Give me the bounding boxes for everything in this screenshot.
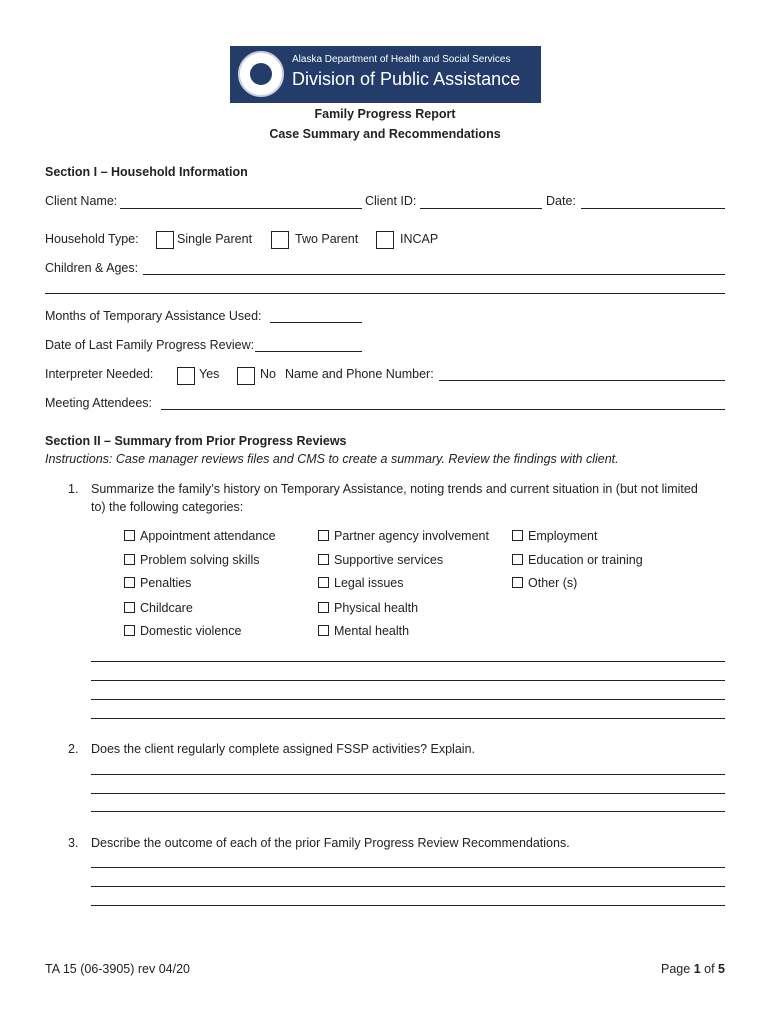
category-mental-health[interactable]: Mental health — [318, 624, 409, 638]
children-ages-field-line2[interactable] — [45, 293, 725, 294]
category-problem-solving[interactable]: Problem solving skills — [124, 553, 259, 567]
logo-division-text: Division of Public Assistance — [292, 69, 521, 89]
category-childcare[interactable]: Childcare — [124, 601, 193, 615]
category-appointment-attendance[interactable]: Appointment attendance — [124, 529, 276, 543]
date-label: Date: — [546, 194, 576, 208]
state-seal-icon — [238, 51, 284, 97]
category-domestic-violence[interactable]: Domestic violence — [124, 624, 241, 638]
category-penalties[interactable]: Penalties — [124, 576, 191, 590]
q1-text-line1: Summarize the family’s history on Temporary Assistance, noting trends and current situation in (but not limited — [91, 482, 698, 496]
q3-answer-line[interactable] — [91, 886, 725, 887]
last-review-date-label: Date of Last Family Progress Review: — [45, 338, 255, 352]
two-parent-checkbox[interactable] — [271, 231, 289, 249]
client-id-field[interactable] — [420, 208, 542, 209]
name-phone-field[interactable] — [439, 380, 725, 381]
checkbox-icon[interactable] — [318, 530, 329, 541]
q3-answer-line[interactable] — [91, 867, 725, 868]
checkbox-icon[interactable] — [318, 625, 329, 636]
category-partner-agency[interactable]: Partner agency involvement — [318, 529, 489, 543]
interpreter-yes-label: Yes — [199, 367, 220, 381]
form-subtitle: Case Summary and Recommendations — [269, 127, 501, 141]
q3-number: 3. — [68, 836, 79, 850]
q2-number: 2. — [68, 742, 79, 756]
q2-answer-line[interactable] — [91, 811, 725, 812]
agency-logo — [230, 46, 541, 103]
q1-number: 1. — [68, 482, 79, 496]
form-title: Family Progress Report — [314, 107, 456, 121]
name-phone-label: Name and Phone Number: — [285, 367, 434, 381]
client-id-label: Client ID: — [365, 194, 417, 208]
category-legal-issues[interactable]: Legal issues — [318, 576, 404, 590]
meeting-attendees-field[interactable] — [161, 409, 725, 410]
q2-answer-line[interactable] — [91, 774, 725, 775]
q3-answer-line[interactable] — [91, 905, 725, 906]
checkbox-icon[interactable] — [512, 554, 523, 565]
checkbox-icon[interactable] — [124, 625, 135, 636]
checkbox-icon[interactable] — [318, 554, 329, 565]
section2-instructions: Instructions: Case manager reviews files and CMS to create a summary. Review the findings with client. — [45, 452, 619, 466]
q1-text-line2: to) the following categories: — [91, 500, 244, 514]
category-supportive-services[interactable]: Supportive services — [318, 553, 443, 567]
q1-answer-line[interactable] — [91, 699, 725, 700]
category-education-training[interactable]: Education or training — [512, 553, 643, 567]
section1-heading: Section I – Household Information — [45, 165, 248, 179]
q2-text: Does the client regularly complete assigned FSSP activities? Explain. — [91, 742, 475, 756]
incap-label: INCAP — [400, 232, 439, 246]
checkbox-icon[interactable] — [124, 530, 135, 541]
checkbox-icon[interactable] — [124, 577, 135, 588]
last-review-date-field[interactable] — [255, 351, 362, 352]
checkbox-icon[interactable] — [318, 577, 329, 588]
checkbox-icon[interactable] — [512, 577, 523, 588]
months-assistance-label: Months of Temporary Assistance Used: — [45, 309, 262, 323]
category-physical-health[interactable]: Physical health — [318, 601, 418, 615]
single-parent-checkbox[interactable] — [156, 231, 174, 249]
children-ages-field[interactable] — [143, 274, 725, 275]
checkbox-icon[interactable] — [318, 602, 329, 613]
household-type-label: Household Type: — [45, 232, 139, 246]
q3-text: Describe the outcome of each of the prior Family Progress Review Recommendations. — [91, 836, 570, 850]
form-id: TA 15 (06-3905) rev 04/20 — [45, 962, 190, 976]
interpreter-yes-checkbox[interactable] — [177, 367, 195, 385]
checkbox-icon[interactable] — [512, 530, 523, 541]
children-ages-label: Children & Ages: — [45, 261, 139, 275]
months-assistance-field[interactable] — [270, 322, 362, 323]
checkbox-icon[interactable] — [124, 602, 135, 613]
checkbox-icon[interactable] — [124, 554, 135, 565]
meeting-attendees-label: Meeting Attendees: — [45, 396, 153, 410]
incap-checkbox[interactable] — [376, 231, 394, 249]
q1-answer-line[interactable] — [91, 680, 725, 681]
client-name-field[interactable] — [120, 208, 362, 209]
q2-answer-line[interactable] — [91, 793, 725, 794]
logo-department-text: Alaska Department of Health and Social Services — [292, 54, 511, 65]
two-parent-label: Two Parent — [295, 232, 359, 246]
date-field[interactable] — [581, 208, 725, 209]
q1-answer-line[interactable] — [91, 661, 725, 662]
single-parent-label: Single Parent — [177, 232, 253, 246]
category-other[interactable]: Other (s) — [512, 576, 577, 590]
interpreter-no-checkbox[interactable] — [237, 367, 255, 385]
interpreter-needed-label: Interpreter Needed: — [45, 367, 154, 381]
client-name-label: Client Name: — [45, 194, 118, 208]
interpreter-no-label: No — [260, 367, 276, 381]
q1-answer-line[interactable] — [91, 718, 725, 719]
page-number: Page 1 of 5 — [661, 962, 725, 976]
section2-heading: Section II – Summary from Prior Progress Reviews — [45, 434, 347, 448]
category-employment[interactable]: Employment — [512, 529, 597, 543]
